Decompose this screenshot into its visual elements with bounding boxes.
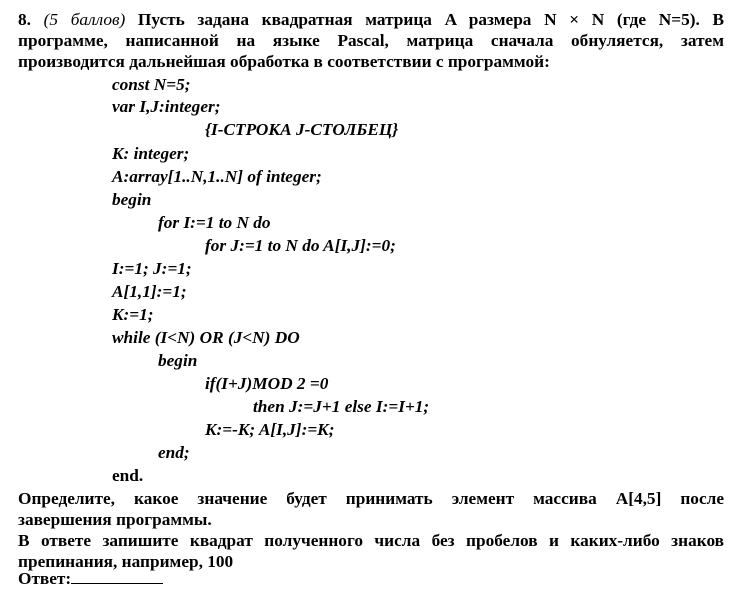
task-intro-line-2: программе, написанной на языке Pascal, матрица сначала обнуляется, затем	[18, 31, 724, 50]
task-intro-line-3: производится дальнейшая обработка в соответствии с программой:	[18, 52, 550, 71]
task-number: 8.	[18, 10, 31, 29]
code-line: K:=-K; A[I,J]:=K;	[205, 420, 335, 439]
answer-blank[interactable]	[71, 567, 163, 584]
task-intro-line-1	[18, 9, 724, 30]
code-line: {I-СТРОКА J-СТОЛБЕЦ}	[205, 120, 399, 139]
question-line-3: В ответе запишите квадрат полученного числа без пробелов и каких-либо знаков	[18, 531, 724, 550]
task-intro-text-1: Пусть задана квадратная матрица A размера N × N (где N=5). В	[137, 10, 724, 29]
question-line-4: препинания, например, 100	[18, 552, 234, 571]
code-line: begin	[112, 190, 152, 209]
code-line: I:=1; J:=1;	[112, 259, 192, 278]
code-line: K: integer;	[112, 144, 190, 163]
code-line: K:=1;	[112, 305, 154, 324]
code-line: var I,J:integer;	[112, 97, 221, 116]
code-line: if(I+J)MOD 2 =0	[205, 374, 329, 393]
code-line: end.	[112, 466, 144, 485]
answer-row	[18, 567, 724, 589]
question-line-2: завершения программы.	[18, 510, 212, 529]
code-line: end;	[158, 443, 190, 462]
code-line: begin	[158, 351, 198, 370]
code-line: A[1,1]:=1;	[112, 282, 187, 301]
code-line: const N=5;	[112, 75, 191, 94]
question-line-1: Определите, какое значение будет принимать элемент массива A[4,5] после	[18, 489, 724, 508]
code-line: for J:=1 to N do A[I,J]:=0;	[205, 236, 396, 255]
task-points: (5 баллов)	[43, 10, 126, 29]
code-line: A:array[1..N,1..N] of integer;	[112, 167, 322, 186]
code-line: while (I<N) OR (J<N) DO	[112, 328, 300, 347]
code-line: for I:=1 to N do	[158, 213, 271, 232]
answer-label: Ответ:	[18, 569, 72, 588]
code-line: then J:=J+1 else I:=I+1;	[253, 397, 430, 416]
